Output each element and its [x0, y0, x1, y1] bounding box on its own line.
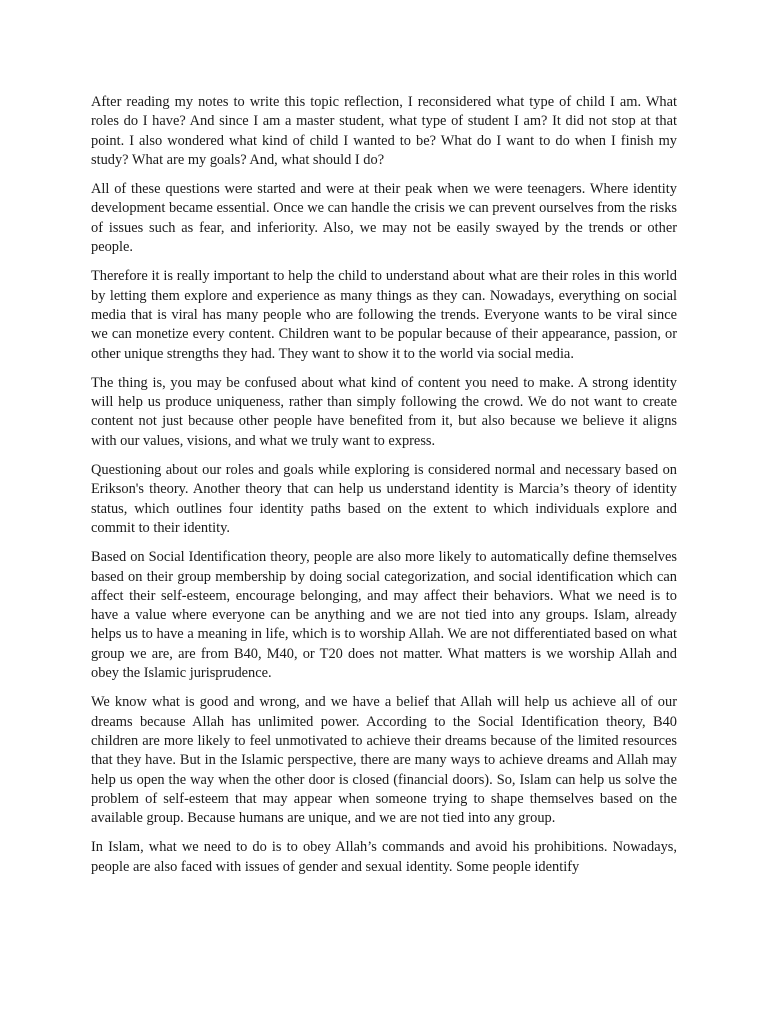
paragraph-1: After reading my notes to write this topic reflection, I reconsidered what type of child I am. What roles do I have? And since I am a master student, what type of student I am? It did not stop at that point. I also wondered what kind of child I wanted to be? What do I want to do when I finish my study? What are my goals? And, what should I do?: [91, 94, 677, 168]
paragraph-4: The thing is, you may be confused about what kind of content you need to make. A strong identity will help us produce uniqueness, rather than simply following the crowd. We do not want to create content not just because other people have benefited from it, but also because we believe it aligns with our values, visions, and what we truly want to express.: [91, 374, 677, 449]
document-body: [91, 93, 677, 877]
paragraph-5: Questioning about our roles and goals while exploring is considered normal and necessary based on Erikson's theory. Another theory that can help us understand identity is Marcia’s theory of identity status, which outlines four identity paths based on the extent to which individuals explore and commit to their identity.: [91, 462, 677, 536]
paragraph-8: In Islam, what we need to do is to obey Allah’s commands and avoid his prohibitions. Nowadays, people are also faced with issues of gender and sexual identity. Some people identify: [91, 839, 677, 875]
paragraph-2: All of these questions were started and were at their peak when we were teenagers. Where identity development became essential. Once we can handle the crisis we can prevent ourselves from the risks of issues such as fear, and inferiority. Also, we may not be easily swayed by the trends or other people.: [91, 181, 677, 256]
paragraph-7: We know what is good and wrong, and we have a belief that Allah will help us achieve all of our dreams because Allah has unlimited power. According to the Social Identification theory, B40 children are more likely to feel unmotivated to achieve their dreams because of the limited resources that they have. But in the Islamic perspective, there are many ways to achieve dreams and Allah may help us open the way when the other door is closed (financial doors). So, Islam can help us solve the problem of self-esteem that may appear when someone trying to shape themselves based on the available group. Because humans are unique, and we are not tied into any group.: [91, 694, 677, 827]
paragraph-3: Therefore it is really important to help the child to understand about what are their roles in this world by letting them explore and experience as many things as they can. Nowadays, everything on social media that is viral has many people who are following the trends. Everyone wants to be viral since we can monetize every content. Children want to be popular because of their appearance, passion, or other unique strengths they had. They want to show it to the world via social media.: [91, 268, 677, 362]
paragraph-6: Based on Social Identification theory, people are also more likely to automatically define themselves based on their group membership by doing social categorization, and social identification which can affect their self-esteem, encourage belonging, and may affect their behaviors. What we need is to have a value where everyone can be anything and we are not tied into any groups. Islam, already helps us to have a meaning in life, which is to worship Allah. We are not differentiated based on what group we are, are from B40, M40, or T20 does not matter. What matters is we worship Allah and obey the Islamic jurisprudence.: [91, 549, 677, 682]
